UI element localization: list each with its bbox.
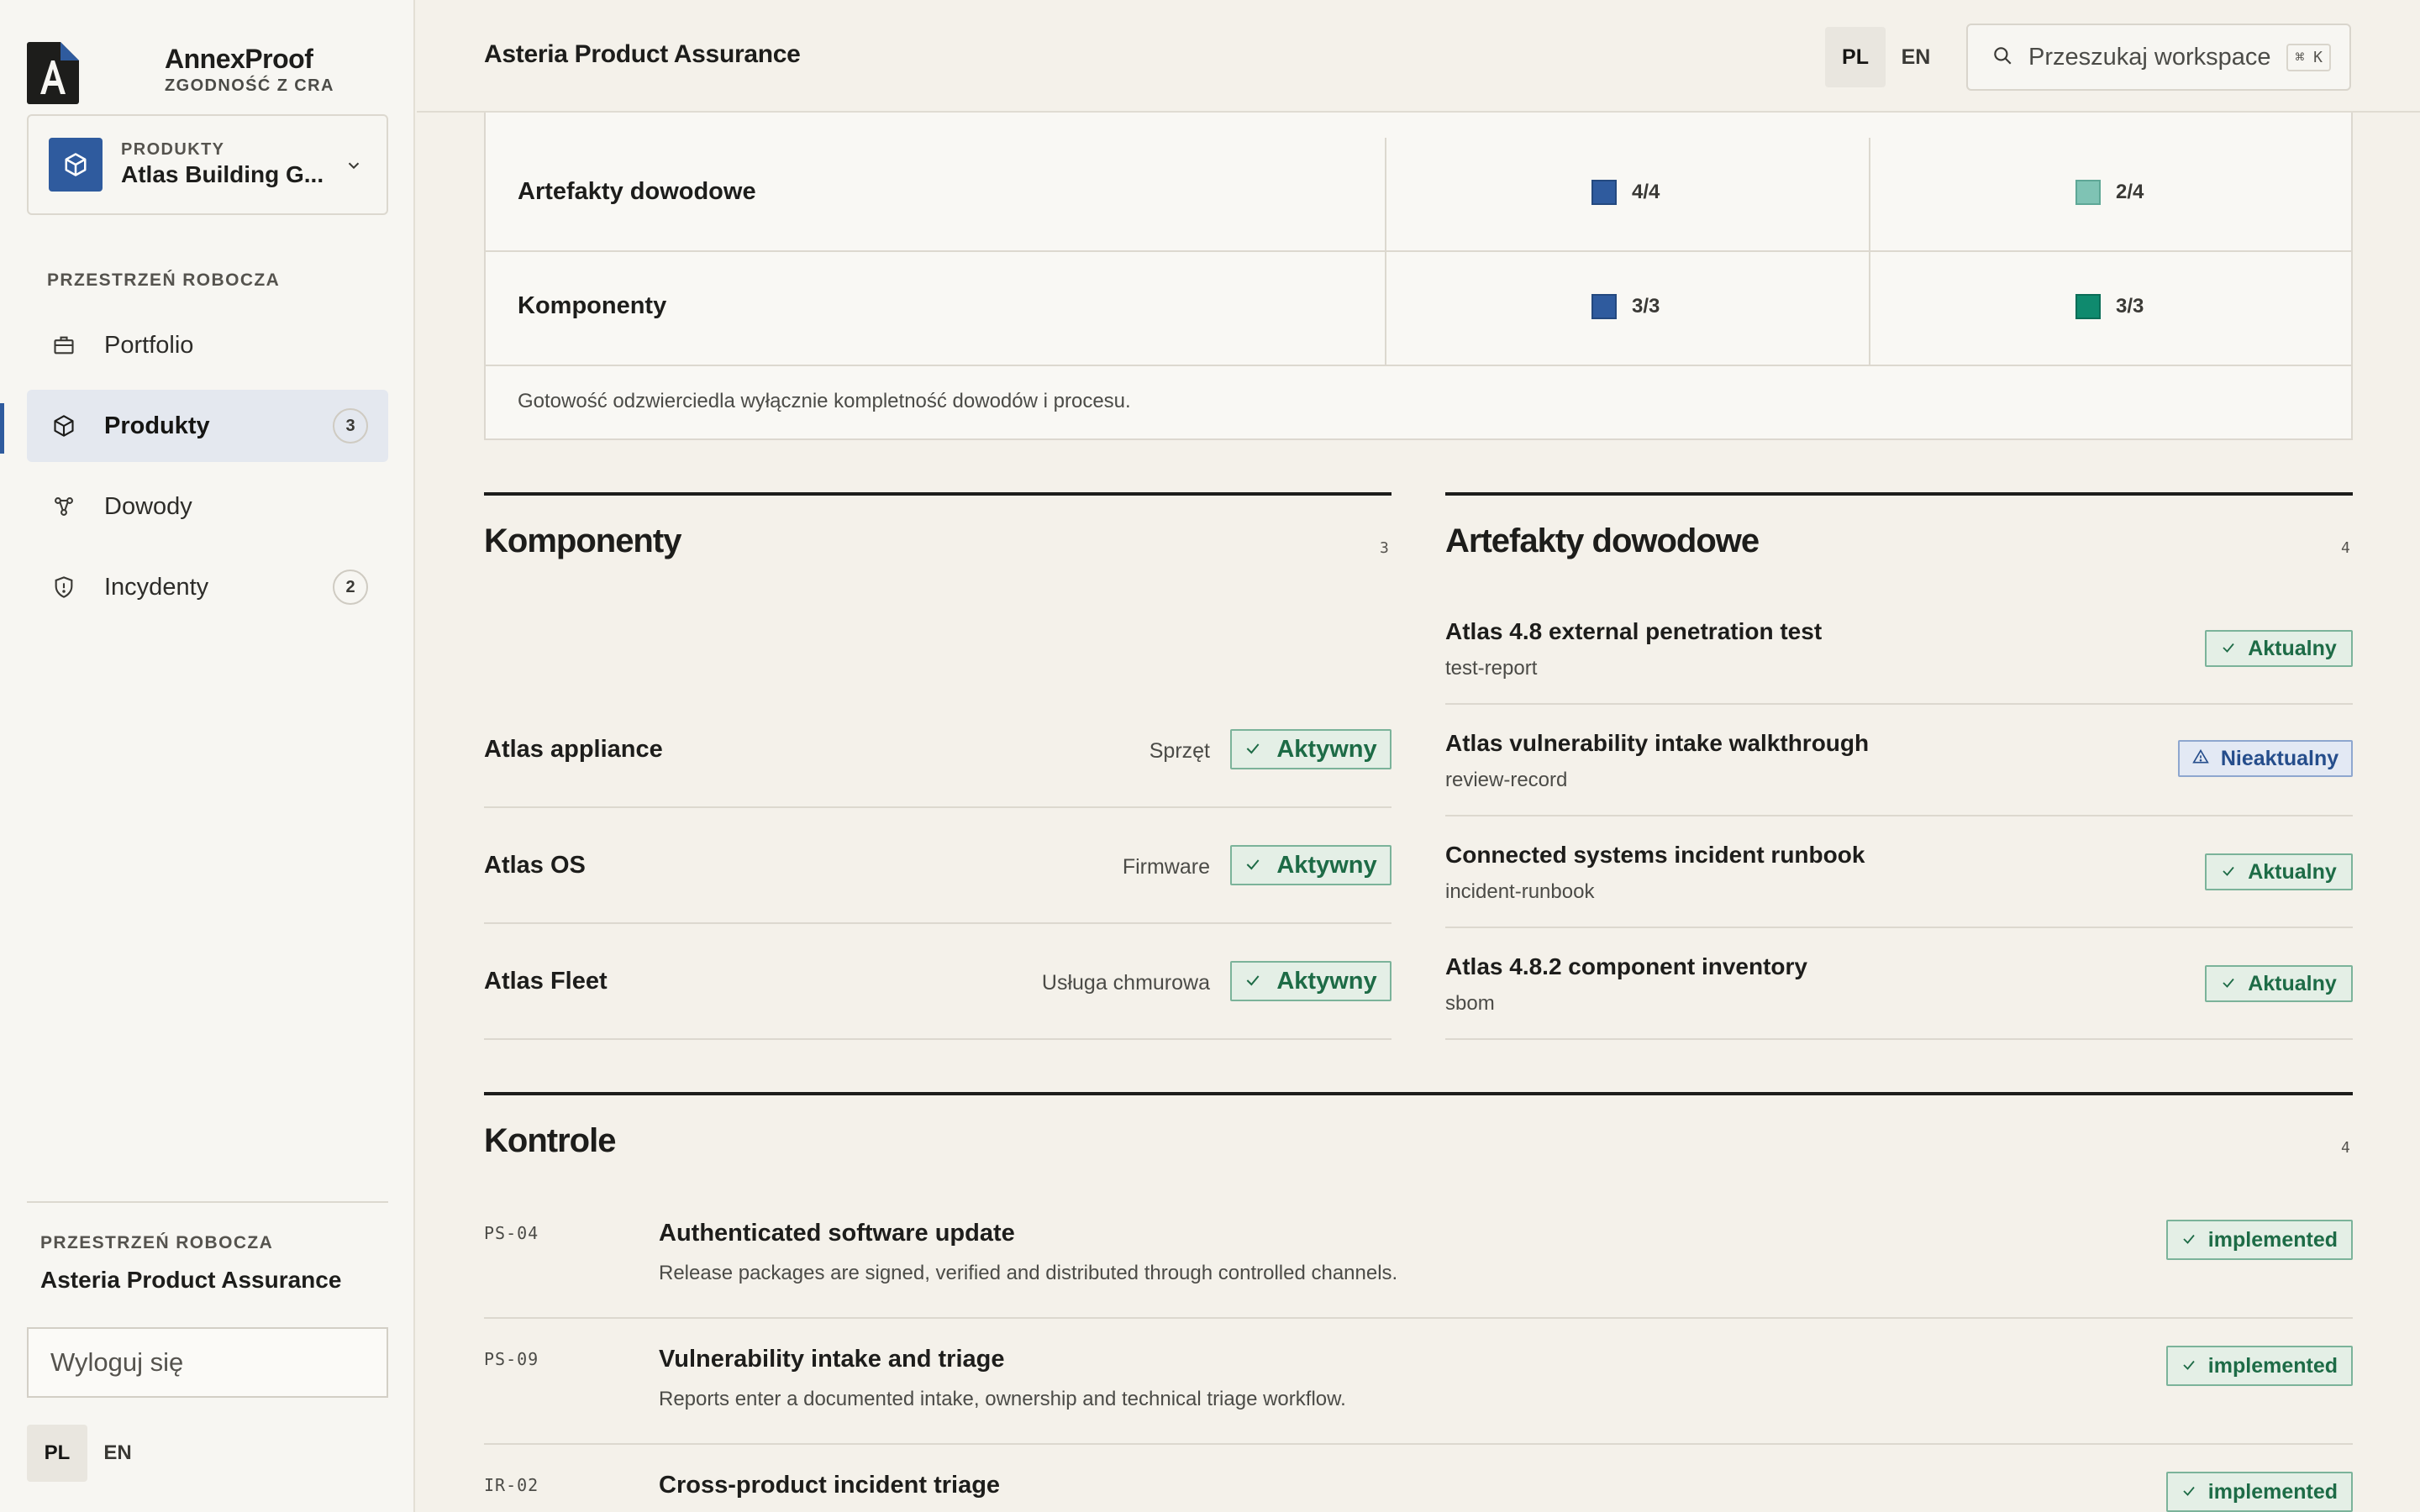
component-type: Usługa chmurowa (1041, 971, 1210, 995)
section-rule (484, 1092, 2353, 1095)
artifacts-title: Artefakty dowodowe (1445, 522, 1760, 559)
shield-alert-icon (49, 575, 79, 599)
component-name: Atlas OS (484, 852, 586, 879)
count-badge: 2 (333, 570, 368, 605)
artifact-type: incident-runbook (1445, 880, 1595, 903)
check-icon (1244, 852, 1261, 879)
readiness-cell (1591, 180, 1660, 205)
check-icon (2181, 1480, 2196, 1504)
list-item[interactable] (1445, 705, 2353, 816)
control-id: PS-04 (484, 1223, 539, 1243)
page-title: Asteria Product Assurance (484, 40, 801, 68)
cube-icon (49, 138, 103, 192)
controls-title: Kontrole (484, 1122, 616, 1159)
check-icon (2221, 972, 2236, 996)
readiness-value: 2/4 (2116, 181, 2144, 203)
active-indicator (0, 403, 4, 454)
sidebar-item-portfolio[interactable] (27, 309, 388, 381)
control-description: Reports enter a documented intake, ownership and technical triage workflow. (659, 1388, 1346, 1410)
row-label: Komponenty (518, 292, 667, 319)
status-badge: Aktywny (1230, 961, 1392, 1001)
search-placeholder: Przeszukaj workspace (2028, 43, 2271, 71)
status-square (1591, 180, 1617, 205)
artifact-name: Connected systems incident runbook (1445, 842, 1865, 868)
list-item[interactable] (484, 808, 1392, 924)
check-icon (1244, 736, 1261, 764)
status-badge: implemented (2166, 1472, 2353, 1512)
language-switch (27, 1425, 148, 1482)
product-selector[interactable] (27, 114, 388, 215)
table-row[interactable] (484, 1445, 2353, 1512)
warning-icon (2192, 747, 2209, 771)
workspace-label: PRZESTRZEŃ ROBOCZA (40, 1233, 274, 1252)
list-item[interactable] (484, 692, 1392, 808)
artifact-type: review-record (1445, 769, 1568, 791)
sidebar-item-incydenty[interactable] (27, 551, 388, 623)
table-row (486, 252, 2353, 366)
workspace-section-label: PRZESTRZEŃ ROBOCZA (47, 270, 281, 290)
control-description: Release packages are signed, verified and distributed through controlled channels. (659, 1262, 1398, 1284)
logout-button[interactable]: Wyloguj się (27, 1327, 388, 1398)
list-item[interactable] (484, 924, 1392, 1040)
status-badge: Aktualny (2205, 965, 2353, 1002)
status-square (1591, 294, 1617, 319)
section-rule (484, 492, 1392, 496)
sidebar-item-label: Dowody (104, 492, 192, 520)
artifact-name: Atlas vulnerability intake walkthrough (1445, 730, 1870, 756)
readiness-cell (1591, 294, 1660, 319)
readiness-value: 3/3 (1632, 295, 1660, 318)
list-item[interactable] (1445, 593, 2353, 705)
readiness-note: Gotowość odzwierciedla wyłącznie kompletność dowodów i procesu. (518, 390, 1131, 412)
status-badge: Aktualny (2205, 630, 2353, 667)
sidebar-item-label: Portfolio (104, 331, 194, 359)
keyboard-shortcut: ⌘ K (2286, 44, 2331, 71)
list-item[interactable] (1445, 816, 2353, 928)
status-badge: Aktywny (1230, 845, 1392, 885)
control-id: PS-09 (484, 1349, 539, 1369)
cube-icon (49, 414, 79, 438)
lang-en-button[interactable]: EN (103, 1441, 132, 1464)
status-square (2075, 294, 2101, 319)
brand[interactable] (27, 42, 334, 104)
check-icon (2221, 637, 2236, 661)
product-selector-label: PRODUKTY (121, 140, 225, 159)
brand-name: AnnexProof (165, 44, 313, 74)
readiness-cell (2075, 294, 2144, 319)
readiness-cell (2075, 180, 2144, 205)
sidebar-item-produkty[interactable] (27, 390, 388, 462)
readiness-table (484, 113, 2353, 440)
status-badge: Aktywny (1230, 729, 1392, 769)
search-icon (1991, 45, 2013, 71)
control-title: Vulnerability intake and triage (659, 1346, 1005, 1373)
row-label: Artefakty dowodowe (518, 178, 756, 205)
control-title: Authenticated software update (659, 1220, 1015, 1247)
chevron-down-icon (345, 156, 363, 179)
table-row[interactable] (484, 1193, 2353, 1319)
status-square (2075, 180, 2101, 205)
component-name: Atlas Fleet (484, 968, 608, 995)
sidebar-item-label: Produkty (104, 412, 210, 439)
controls-count: 4 (2341, 1139, 2350, 1157)
artifact-name: Atlas 4.8 external penetration test (1445, 618, 1823, 644)
lang-pl-button[interactable]: PL (1825, 27, 1886, 87)
annexproof-logo-icon (27, 42, 79, 104)
control-title: Cross-product incident triage (659, 1472, 1001, 1499)
artifact-name: Atlas 4.8.2 component inventory (1445, 953, 1807, 979)
readiness-value: 3/3 (2116, 295, 2144, 318)
check-icon (2221, 860, 2236, 885)
artifacts-count: 4 (2341, 539, 2350, 557)
readiness-value: 4/4 (1632, 181, 1660, 203)
sidebar (0, 0, 415, 1512)
table-row[interactable] (484, 1319, 2353, 1445)
check-icon (2181, 1228, 2196, 1252)
component-name: Atlas appliance (484, 736, 663, 763)
status-badge: Nieaktualny (2178, 740, 2353, 777)
workspace-name: Asteria Product Assurance (40, 1267, 342, 1293)
control-id: IR-02 (484, 1475, 539, 1495)
search-input[interactable] (1966, 24, 2351, 91)
component-type: Sprzęt (1149, 739, 1210, 763)
components-title: Komponenty (484, 522, 681, 559)
divider (27, 1201, 388, 1203)
status-badge: Aktualny (2205, 853, 2353, 890)
count-badge: 3 (333, 408, 368, 444)
check-icon (1244, 968, 1261, 995)
status-badge: implemented (2166, 1220, 2353, 1260)
list-item[interactable] (1445, 928, 2353, 1040)
section-rule (1445, 492, 2353, 496)
check-icon (2181, 1354, 2196, 1378)
components-count: 3 (1380, 539, 1389, 557)
lang-pl-button[interactable]: PL (27, 1425, 87, 1482)
product-selector-value: Atlas Building G... (121, 161, 324, 187)
artifact-type: test-report (1445, 657, 1538, 680)
lang-en-button[interactable]: EN (1901, 45, 1931, 69)
sidebar-item-label: Incydenty (104, 573, 209, 601)
brand-subtitle: ZGODNOŚĆ Z CRA (165, 76, 334, 95)
table-row (486, 138, 2353, 252)
artifact-type: sbom (1445, 992, 1495, 1015)
status-badge: implemented (2166, 1346, 2353, 1386)
graph-icon (49, 495, 79, 518)
sidebar-item-dowody[interactable] (27, 470, 388, 543)
component-type: Firmware (1122, 855, 1210, 879)
top-bar (417, 0, 2420, 113)
briefcase-icon (49, 333, 79, 357)
language-switch (1825, 27, 1946, 87)
